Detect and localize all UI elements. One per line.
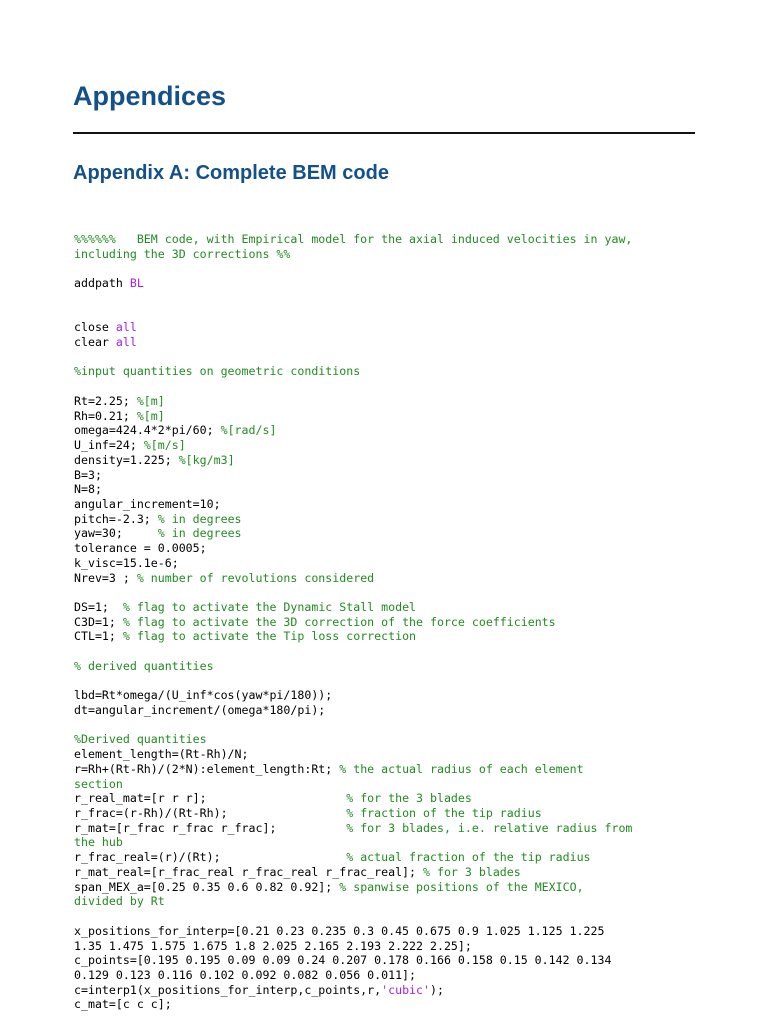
code-line (74, 468, 632, 483)
code-line (74, 409, 632, 424)
code-line (74, 482, 632, 497)
code-comment: % fraction of the tip radius (346, 806, 542, 821)
code-line (74, 968, 632, 983)
code-text: Rt=2.25; (74, 393, 137, 408)
code-string: 'cubic' (381, 982, 430, 997)
code-line (74, 703, 632, 718)
code-comment: % for 3 blades (423, 864, 521, 879)
code-text: C3D=1; (74, 614, 123, 629)
code-text: B=3; (74, 467, 102, 482)
code-comment: % actual fraction of the tip radius (346, 850, 591, 865)
code-comment: section (74, 776, 123, 791)
code-text: tolerance = 0.0005; (74, 541, 207, 556)
code-text: dt=angular_increment/(omega*180/pi); (74, 703, 326, 717)
code-text: U_inf=24; (74, 438, 144, 453)
code-comment: %[m/s] (143, 438, 186, 453)
code-text: omega=424.4*2*pi/60; (74, 423, 221, 438)
code-text: angular_increment=10; (74, 496, 221, 511)
code-line (74, 276, 632, 291)
code-text: x_positions_for_interp=[0.21 0.23 0.235 0.3 0.45 0.675 0.9 1.025 1.125 1.225 (74, 923, 605, 938)
code-text: yaw=30; (74, 526, 158, 541)
code-text: 1.35 1.475 1.575 1.675 1.8 2.025 2.165 2.193 2.222 2.25]; (74, 938, 472, 953)
code-line (74, 953, 632, 968)
code-comment: %[m] (136, 393, 165, 408)
code-comment: %%%%%% BEM code, with Empirical model for the axial induced velocities in yaw, (74, 232, 633, 246)
code-line (74, 291, 632, 306)
code-comment: % for the 3 blades (346, 791, 472, 806)
code-line (74, 247, 632, 262)
code-comment: %[rad/s] (220, 423, 277, 438)
code-line (74, 600, 632, 615)
code-line (74, 835, 632, 850)
code-line (74, 556, 632, 571)
code-comment: % for 3 blades, i.e. relative radius from (346, 820, 633, 835)
code-text: r_real_mat=[r r r]; (74, 791, 347, 806)
code-line (74, 364, 632, 379)
code-text: DS=1; (74, 599, 123, 614)
code-text: clear (74, 335, 116, 350)
code-comment: % flag to activate the Tip loss correction (122, 629, 417, 644)
code-line (74, 747, 632, 762)
code-text: span_MEX_a=[0.25 0.35 0.6 0.82 0.92]; (74, 879, 340, 894)
code-line (74, 674, 632, 689)
code-line (74, 791, 632, 806)
code-line (74, 939, 632, 954)
code-comment: % spanwise positions of the MEXICO, (339, 879, 584, 894)
code-text: 0.129 0.123 0.116 0.102 0.092 0.082 0.056 0.011]; (74, 967, 417, 982)
code-line (74, 629, 632, 644)
code-text: ); (430, 982, 444, 997)
code-text: r_mat_real=[r_frac_real r_frac_real r_frac_real]; (74, 864, 424, 879)
code-line (74, 659, 632, 674)
page-title: Appendices (73, 81, 227, 111)
code-text: pitch=-2.3; (74, 511, 158, 526)
code-line (74, 571, 632, 586)
code-line (74, 644, 632, 659)
code-comment: % number of revolutions considered (136, 570, 375, 585)
code-line (74, 865, 632, 880)
code-comment: % derived quantities (74, 658, 214, 673)
code-line (74, 497, 632, 512)
code-comment: %[m] (136, 408, 165, 423)
code-text: Nrev=3 ; (74, 570, 137, 585)
code-line (74, 379, 632, 394)
code-comment: %input quantities on geometric conditions (74, 364, 361, 379)
code-line (74, 512, 632, 527)
code-line (74, 615, 632, 630)
code-text: c_mat=[c c c]; (74, 997, 172, 1012)
code-line (74, 718, 632, 733)
code-text: addpath (74, 276, 130, 291)
code-line (74, 423, 632, 438)
code-line (74, 232, 632, 247)
code-line (74, 806, 632, 821)
code-comment: %[kg/m3] (178, 452, 235, 467)
code-line (74, 526, 632, 541)
section-title: Appendix A: Complete BEM code (73, 162, 389, 184)
code-text: c_points=[0.195 0.195 0.09 0.09 0.24 0.207 0.178 0.166 0.158 0.15 0.142 0.134 (74, 953, 612, 968)
code-comment: % in degrees (157, 526, 242, 541)
code-text: r=Rh+(Rt-Rh)/(2*N):element_length:Rt; (74, 761, 340, 776)
code-line (74, 320, 632, 335)
code-line (74, 261, 632, 276)
code-line (74, 585, 632, 600)
code-line (74, 850, 632, 865)
code-text: k_visc=15.1e-6; (74, 555, 179, 570)
code-text: c=interp1(x_positions_for_interp,c_points,r, (74, 982, 382, 997)
code-comment: %Derived quantities (74, 732, 207, 747)
code-line (74, 335, 632, 350)
code-line (74, 453, 632, 468)
code-line (74, 306, 632, 321)
code-line (74, 909, 632, 924)
code-line (74, 732, 632, 747)
code-text: r_frac=(r-Rh)/(Rt-Rh); (74, 806, 347, 821)
code-comment: divided by Rt (74, 894, 165, 909)
code-text: CTL=1; (74, 629, 123, 644)
code-line (74, 983, 632, 998)
code-comment: the hub (74, 835, 123, 850)
code-text: r_frac_real=(r)/(Rt); (74, 850, 347, 865)
code-line (74, 821, 632, 836)
code-line (74, 688, 632, 703)
code-line (74, 880, 632, 895)
code-comment: % flag to activate the Dynamic Stall model (122, 599, 417, 614)
code-line (74, 894, 632, 909)
code-string: all (115, 320, 137, 335)
code-line (74, 438, 632, 453)
code-text: lbd=Rt*omega/(U_inf*cos(yaw*pi/180)); (74, 688, 333, 703)
code-line (74, 997, 632, 1012)
code-text: N=8; (74, 482, 102, 497)
code-line (74, 350, 632, 365)
code-string: all (115, 335, 137, 350)
code-line (74, 777, 632, 792)
code-string: BL (129, 276, 144, 291)
code-text: Rh=0.21; (74, 408, 137, 423)
code-text: close (74, 320, 116, 335)
code-line (74, 924, 632, 939)
code-comment: % the actual radius of each element (339, 761, 584, 776)
code-comment: including the 3D corrections %% (74, 246, 291, 261)
title-divider (73, 132, 695, 134)
code-text: r_mat=[r_frac r_frac r_frac]; (74, 820, 347, 835)
code-line (74, 394, 632, 409)
code-text: density=1.225; (74, 452, 179, 467)
code-comment: % flag to activate the 3D correction of the force coefficients (122, 614, 556, 629)
code-line (74, 762, 632, 777)
code-text: element_length=(Rt-Rh)/N; (74, 747, 249, 762)
code-line (74, 541, 632, 556)
code-comment: % in degrees (157, 511, 242, 526)
code-listing (74, 232, 632, 1012)
